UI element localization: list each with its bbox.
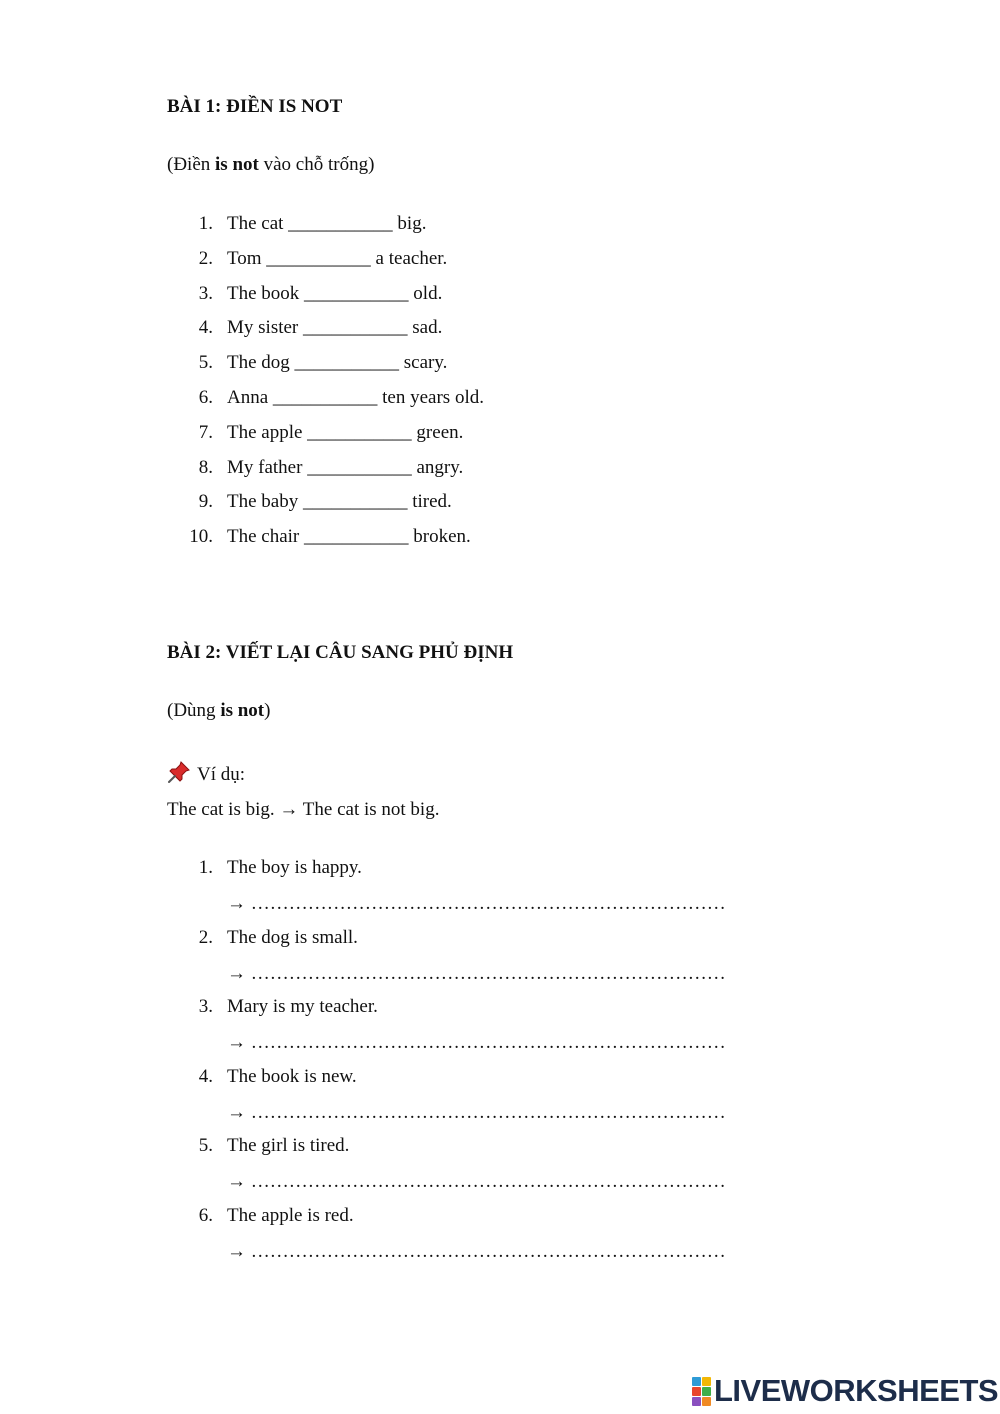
fill-in-sentence: The apple ___________ green. <box>227 421 464 443</box>
item-number: 7. <box>198 421 213 443</box>
item-number: 3. <box>198 282 213 304</box>
fill-in-sentence: The cat ___________ big. <box>227 213 427 234</box>
item-number: 1. <box>198 213 213 234</box>
answer-line[interactable]: → ………………………………………………………………… <box>227 1241 726 1262</box>
example-text: The cat is big. → The cat is not big. <box>167 799 440 820</box>
item-number: 1. <box>198 857 213 878</box>
item-number: 6. <box>198 387 213 408</box>
fill-in-sentence: The dog ___________ scary. <box>227 352 448 374</box>
example-label: Ví dụ: <box>197 764 246 785</box>
instruction-open: (Dùng <box>167 700 221 721</box>
logo-text: LIVEWORKSHEETS <box>714 1373 999 1408</box>
example-label-row <box>167 760 245 790</box>
logo-tile <box>702 1397 711 1406</box>
pushpin-icon <box>167 760 191 790</box>
item-number: 10. <box>189 526 213 548</box>
answer-line[interactable]: → ………………………………………………………………… <box>227 893 726 914</box>
instruction-close: ) <box>264 700 271 721</box>
fill-in-sentence: My father ___________ angry. <box>227 456 464 478</box>
instruction-bold: is not <box>220 700 265 721</box>
answer-line[interactable]: → ………………………………………………………………… <box>227 962 726 984</box>
fill-in-sentence: My sister ___________ sad. <box>227 317 443 339</box>
logo-tile <box>692 1397 701 1406</box>
source-sentence: The girl is tired. <box>227 1135 350 1157</box>
source-sentence: The book is new. <box>227 1065 357 1087</box>
source-sentence: The boy is happy. <box>227 857 362 878</box>
item-number: 5. <box>198 1135 213 1157</box>
liveworksheets-logo <box>692 1374 998 1408</box>
fill-in-sentence: Tom ___________ a teacher. <box>227 247 448 269</box>
answer-line[interactable]: → ………………………………………………………………… <box>227 1101 726 1123</box>
instruction-bold: is not <box>215 154 259 175</box>
instruction-open: (Điền <box>167 154 216 175</box>
section2-title: BÀI 2: VIẾT LẠI CÂU SANG PHỦ ĐỊNH <box>167 642 514 663</box>
item-number: 3. <box>198 996 213 1018</box>
answer-line[interactable]: → ………………………………………………………………… <box>227 1032 726 1054</box>
section1-title: BÀI 1: ĐIỀN IS NOT <box>167 96 343 117</box>
item-number: 5. <box>198 352 213 374</box>
source-sentence: The dog is small. <box>227 926 358 948</box>
section2-instruction <box>167 700 270 722</box>
logo-tile <box>692 1377 701 1386</box>
item-number: 4. <box>198 1065 213 1087</box>
instruction-close: vào chỗ trống) <box>258 154 375 175</box>
answer-line[interactable]: → ………………………………………………………………… <box>227 1171 726 1193</box>
section1-instruction <box>167 154 374 176</box>
item-number: 2. <box>198 926 213 948</box>
item-number: 2. <box>198 247 213 269</box>
fill-in-sentence: The baby ___________ tired. <box>227 491 452 513</box>
logo-tile <box>702 1387 711 1396</box>
item-number: 8. <box>198 456 213 478</box>
item-number: 4. <box>198 317 213 339</box>
logo-tile <box>702 1377 711 1386</box>
source-sentence: The apple is red. <box>227 1205 354 1226</box>
fill-in-sentence: The book ___________ old. <box>227 282 443 304</box>
logo-tile <box>692 1387 701 1396</box>
item-number: 9. <box>198 491 213 513</box>
source-sentence: Mary is my teacher. <box>227 996 378 1018</box>
item-number: 6. <box>198 1205 213 1226</box>
fill-in-sentence: The chair ___________ broken. <box>227 526 471 548</box>
fill-in-sentence: Anna ___________ ten years old. <box>227 387 484 408</box>
logo-tiles-icon <box>692 1377 711 1406</box>
